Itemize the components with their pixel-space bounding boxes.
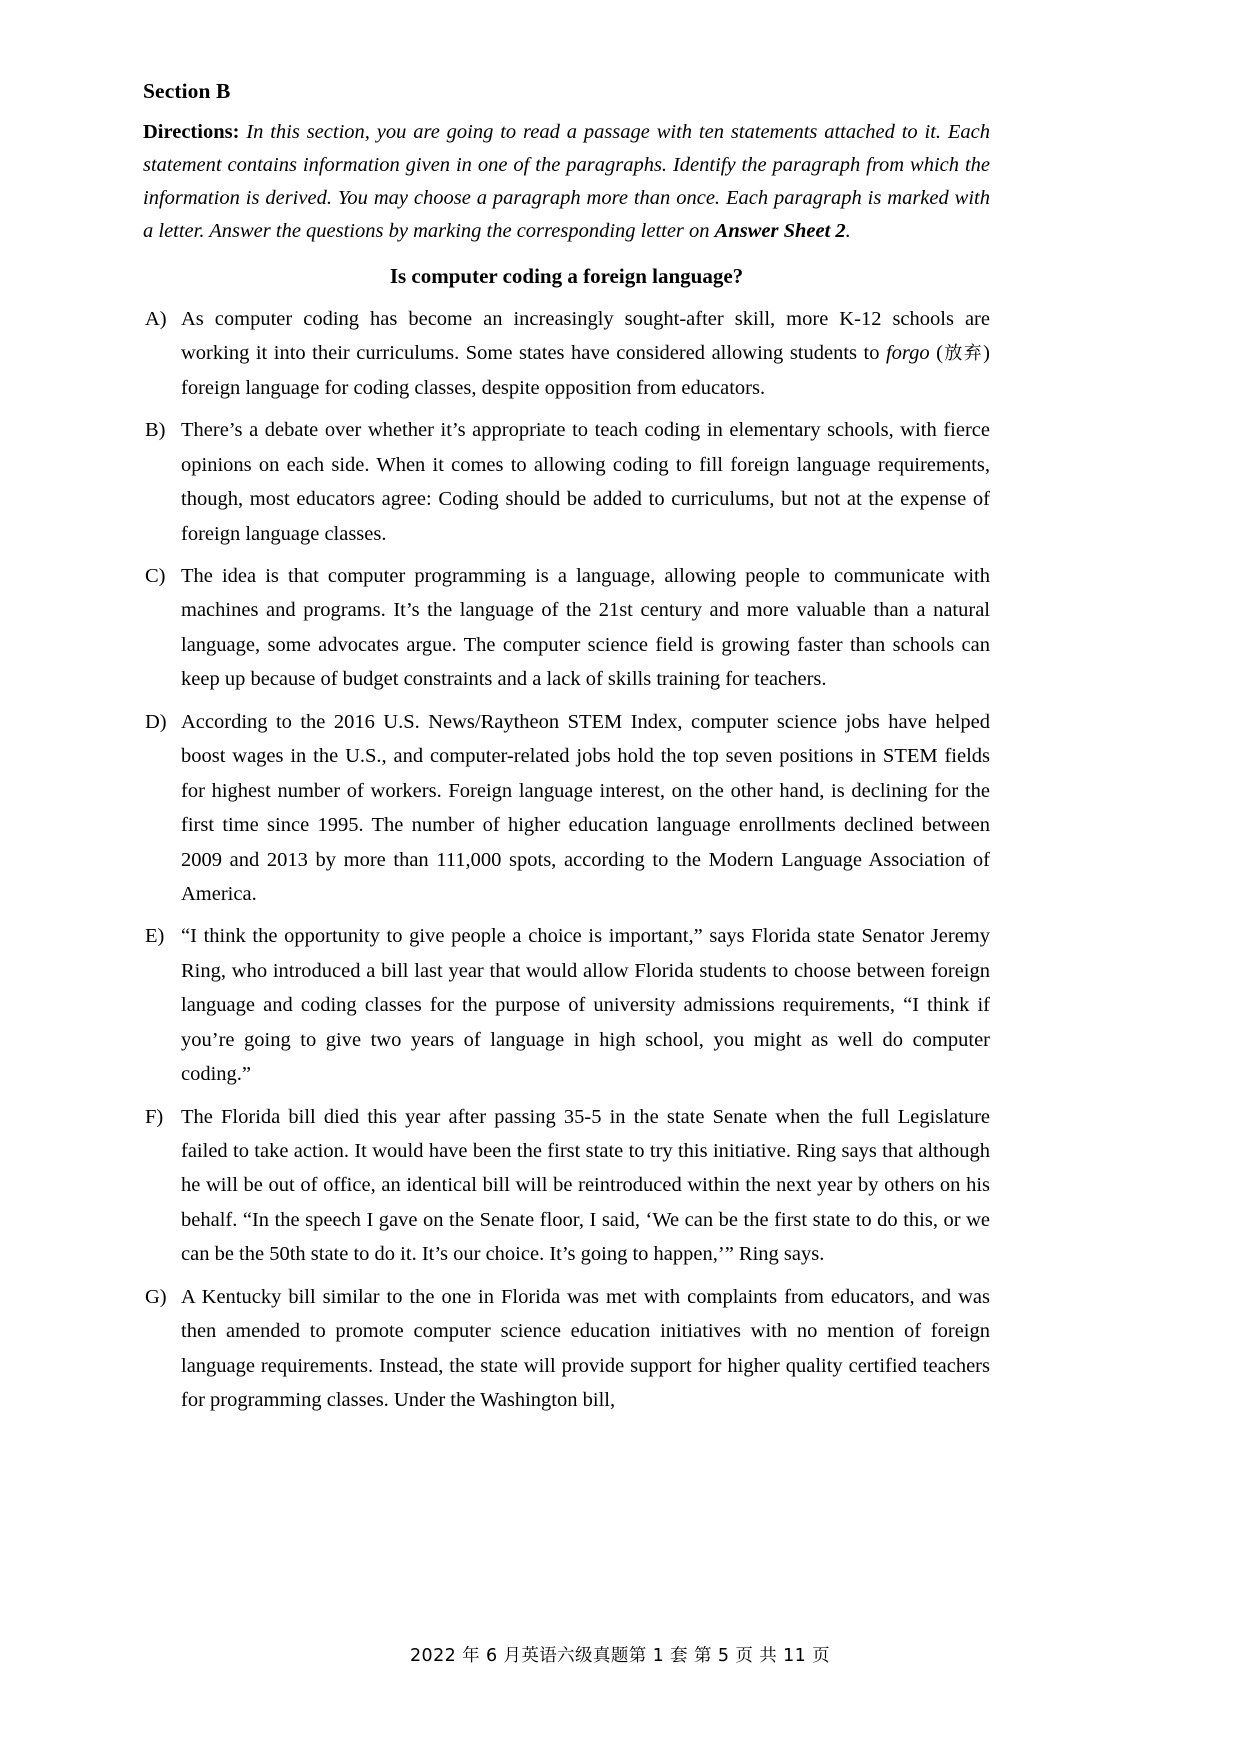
passage-title: Is computer coding a foreign language? <box>389 263 744 288</box>
paragraph-f <box>143 1100 990 1272</box>
paragraph-letter: G) <box>145 1285 167 1308</box>
directions-label: Directions: <box>143 120 240 143</box>
paragraph-letter: D) <box>145 710 167 733</box>
paragraph-a-text-after: foreign language for coding classes, despite opposition from educators. <box>181 376 766 399</box>
section-heading: Section B <box>143 79 231 103</box>
paragraph-b <box>143 413 990 551</box>
paragraph-g <box>143 1280 990 1418</box>
directions-text-end: . <box>845 220 851 243</box>
paragraph-text: The idea is that computer programming is a language, allowing people to communicate with machines and programs. It’s the language of the 21st century and more valuable than a natural language, some advocates argue. The computer science field is growing faster than schools can keep up because of budget constraints and a lack of skills training for teachers. <box>181 565 990 691</box>
paragraph-letter: B) <box>145 419 166 442</box>
paragraph-letter: E) <box>145 925 165 948</box>
paragraph-a <box>143 302 990 405</box>
directions-block <box>143 116 990 249</box>
paragraph-text: There’s a debate over whether it’s appropriate to teach coding in elementary schools, with fierce opinions on each side. When it comes to allowing coding to fill foreign language requirements, though, most educators agree: Coding should be added to curriculums, but not at the expense of foreign language classes. <box>181 419 990 545</box>
gloss-open-paren: ( <box>929 342 943 365</box>
paragraph-text: The Florida bill died this year after passing 35-5 in the state Senate when the full Legislature failed to take action. It would have been the first state to try this initiative. Ring says that although he will be out of office, an identical bill will be reintroduced within the next year by others on his behalf. “In the speech I gave on the Senate floor, I said, ‘We can be the first state to do this, or we can be the 50th state to do it. It’s our choice. It’s going to happen,’” Ring says. <box>181 1105 990 1266</box>
page-footer: 2022 年 6 月英语六级真题第 1 套 第 5 页 共 11 页 <box>410 1646 830 1667</box>
paragraph-letter: C) <box>145 565 166 588</box>
paragraph-text <box>181 302 990 405</box>
chinese-gloss: 放弃 <box>943 343 984 365</box>
paragraph-d <box>143 705 990 912</box>
paragraph-text: According to the 2016 U.S. News/Raytheon STEM Index, computer science jobs have helped boost wages in the U.S., and computer-related jobs hold the top seven positions in STEM fields for highest number of workers. Foreign language interest, on the other hand, is declining for the first time since 1995. The number of higher education language enrollments declined between 2009 and 2013 by more than 111,000 spots, according to the Modern Language Association of America. <box>181 710 990 905</box>
paragraph-text: “I think the opportunity to give people a choice is important,” says Florida state Senator Jeremy Ring, who introduced a bill last year that would allow Florida students to choose between foreign language and coding classes for the purpose of university admissions requirements, “I think if you’re going to give two years of language in high school, you might as well do computer coding.” <box>181 925 990 1086</box>
paragraph-c <box>143 559 990 697</box>
paragraph-letter: F) <box>145 1105 164 1128</box>
paragraph-letter: A) <box>145 307 167 330</box>
paragraph-text: A Kentucky bill similar to the one in Florida was met with complaints from educators, and was then amended to promote computer science education initiatives with no mention of foreign language requirements. Instead, the state will provide support for higher quality certified teachers for programming classes. Under the Washington bill, <box>181 1285 990 1412</box>
answer-sheet-reference: Answer Sheet 2 <box>714 220 846 243</box>
paragraph-e <box>143 919 990 1091</box>
gloss-close-paren: ) <box>983 342 990 365</box>
italic-term-forgo: forgo <box>885 342 930 365</box>
paragraph-a-text-before: As computer coding has become an increasingly sought-after skill, more K-12 schools are working it into their curriculums. Some states have considered allowing students to <box>181 307 990 365</box>
directions-text: In this section, you are going to read a passage with ten statements attached to it. Each statement contains information given in one of the paragraphs. Identify the paragraph from which the information is derived. You may choose a paragraph more than once. Each paragraph is marked with a letter. Answer the questions by marking the corresponding letter on <box>143 120 991 243</box>
